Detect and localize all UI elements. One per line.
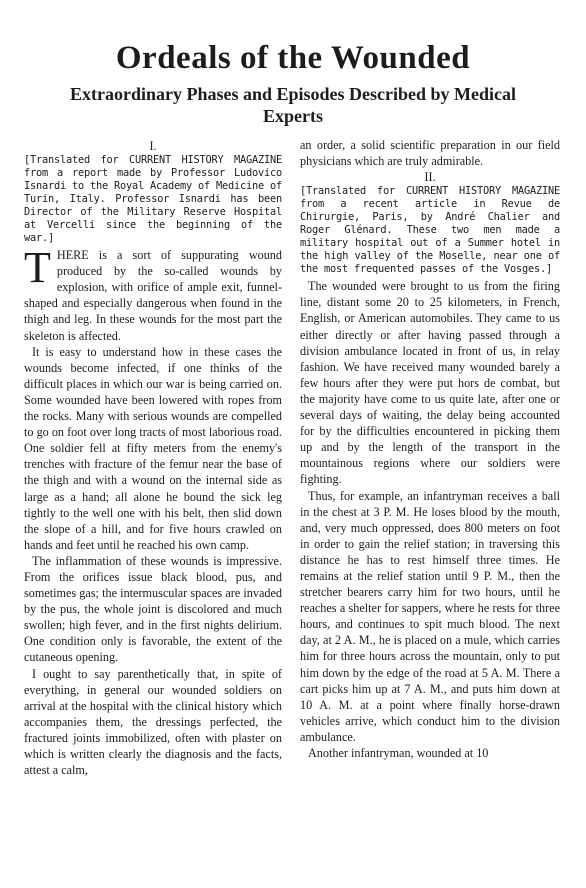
paragraph: The wounded were brought to us from the firing line, distant some 20 to 25 kilometers, in French, English, or American automobiles. They came to us either directly or after having passed through a division ambulance located in front of us, in relay fashion. We have received many wounded barely a few hours after they were put hors de combat, but the majority have come to us quite late, after one or several days of waiting, the delay being accounted for by the difficulties encountered in picking them up and by the length of the transport in the mountainous regions where our soldiers were fighting. xyxy=(300,279,560,487)
translator-note-two: [Translated for CURRENT HISTORY MAGAZINE from a recent article in Revue de Chirurgie, Paris, by André Chalier and Roger Glénard. These two men made a military hospital out of a Summer hotel in the high valley of the Moselle, near one of the most frequented passes of the Vosges.] xyxy=(300,185,560,276)
paragraph: Thus, for example, an infantryman receives a ball in the chest at 3 P. M. He loses blood by the mouth, and, very much oppressed, does 800 meters on foot in order to gain the relief station; in traversing this distance he has to rest himself three times. He remains at the relief station until 9 P. M., then the stretcher bearers carry him for two hours, until he reaches a shelter for sappers, where he rests for three hours, and continues to spit much blood. The next day, at 2 A. M., he is placed on a mule, which carries him for three hours across the mountain, only to put him down by the edge of the road at 5 A. M. There a cart picks him up at 7 A. M., and puts him down at 10 A. M. at a point where finally horse-drawn vehicles arrive, which conduct him to the division ambulance. xyxy=(300,488,560,744)
paragraph: The inflammation of these wounds is impressive. From the orifices issue black blood, pus, and sometimes gas; the intermuscular spaces are invaded by the pus, the whole joint is discolored and much swollen; high fever, and in the first nights delirium. One condition only is favorable, the extent of the cutaneous opening. xyxy=(24,553,282,665)
article-subtitle: Extraordinary Phases and Episodes Described by Medical Experts xyxy=(69,84,517,126)
article-title: Ordeals of the Wounded xyxy=(115,40,471,76)
section-number-one: I. xyxy=(149,139,157,153)
paragraph: Another infantryman, wounded at 10 xyxy=(308,746,489,760)
drop-cap: T xyxy=(24,243,51,293)
paragraph-intro-text: HERE is a sort of suppurating wound produced by the so-called wounds by explosion, with orifice of ample exit, funnel-shaped and especially dangerous when found in the thigh and leg. In these wounds for the most part the skeleton is affected. xyxy=(24,248,282,343)
right-column xyxy=(300,137,560,761)
paragraph-intro xyxy=(24,243,282,344)
section-number-two: II. xyxy=(424,170,436,185)
paragraph: I ought to say parenthetically that, in spite of everything, in general our wounded soldiers on arrival at the hospital with the clinical history which accompanies them, the dressings perfected, the fractured joints immobilized, often with plaster on which is written clearly the diagnosis and the facts, attest a calm, xyxy=(24,666,282,778)
translator-note-one: [Translated for CURRENT HISTORY MAGAZINE from a report made by Professor Ludovico Isnardi to the Royal Academy of Medicine of Turin, Italy. Professor Isnardi has been Director of the Military Reserve Hospital at Vercelli since the beginning of the war.] xyxy=(24,154,282,245)
paragraph: It is easy to understand how in these cases the wounds become infected, if one thinks of the difficult places in which our war is being carried on. Some wounded have been lowered with ropes from the rocks. Many with serious wounds are compelled to go on foot over long tracts of most laborious road. One soldier fell at fifty meters from the enemy's trenches with fracture of the femur near the base of the thigh and with a wound on the internal side as large as a hand; all alone he bound the sick leg tightly to the well one with his belt, then slid down the slope of a hill, and for five hours crawled on hands and feet until he reached his own camp. xyxy=(24,344,282,552)
paragraph-continued: an order, a solid scientific preparation in our field physicians which are truly admirable. xyxy=(300,138,560,169)
left-column xyxy=(24,138,282,778)
